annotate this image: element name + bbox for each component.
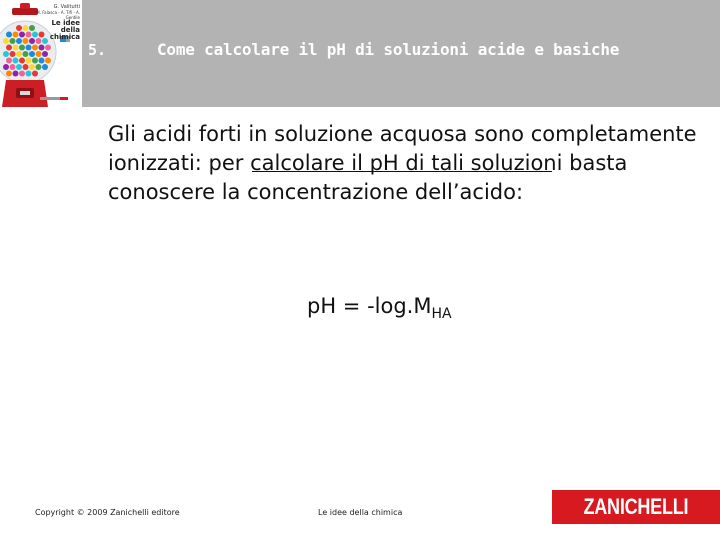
- gumball: [19, 58, 25, 64]
- gumball: [16, 25, 22, 31]
- gumball: [3, 51, 9, 57]
- gumball: [45, 58, 51, 64]
- body-paragraph: Gli acidi forti in soluzione acquosa sono completamente ionizzati: per calcolare il pH di tali soluzioni basta conoscere la concentrazione dell’acido:: [108, 122, 697, 204]
- gumball: [36, 51, 42, 57]
- zanichelli-logo: [552, 490, 720, 524]
- gumball: [16, 38, 22, 44]
- gumball: [19, 71, 25, 77]
- gumball: [29, 64, 35, 70]
- gumball: [10, 64, 16, 70]
- gumball: [19, 32, 25, 38]
- gumball: [26, 71, 32, 77]
- gumball: [23, 25, 29, 31]
- gumball: [3, 38, 9, 44]
- footer-copyright: Copyright © 2009 Zanichelli editore: [35, 508, 180, 517]
- gumball: [6, 71, 12, 77]
- gumball: [39, 45, 45, 51]
- formula-main: pH = -log.M: [307, 294, 432, 318]
- gumball: [23, 51, 29, 57]
- gumball: [23, 38, 29, 44]
- gumball: [6, 45, 12, 51]
- gumball: [19, 45, 25, 51]
- gumball: [10, 38, 16, 44]
- gumball: [29, 51, 35, 57]
- book-cover-thumbnail: [0, 0, 82, 107]
- footer-book-title: Le idee della chimica: [318, 508, 403, 517]
- gumball: [39, 58, 45, 64]
- gumball: [36, 64, 42, 70]
- gumball: [16, 64, 22, 70]
- section-number: 5.: [88, 41, 107, 59]
- gumball: [23, 64, 29, 70]
- strikethrough-line: [252, 171, 552, 172]
- cover-author-line1: G. Valitutti: [53, 4, 80, 10]
- ph-formula: [307, 294, 452, 322]
- gumball: [32, 71, 38, 77]
- cover-author-line2: M. Falasca - A. Tifi - A. Gentile: [36, 10, 80, 20]
- gumball: [32, 45, 38, 51]
- cover-title-line2: chimica: [49, 33, 80, 41]
- gumball: [13, 71, 19, 77]
- cover-title: [30, 4, 80, 41]
- gumball: [16, 51, 22, 57]
- gumball: [10, 51, 16, 57]
- gumball: [6, 32, 12, 38]
- gumball: [32, 58, 38, 64]
- gumball: [26, 45, 32, 51]
- gumball: [45, 45, 51, 51]
- gumball: [13, 58, 19, 64]
- gumball: [26, 58, 32, 64]
- gumball: [13, 45, 19, 51]
- slide-title: Come calcolare il pH di soluzioni acide e basiche: [157, 40, 620, 59]
- gumball: [13, 32, 19, 38]
- gumball: [3, 64, 9, 70]
- logo-text: ZANICHELLI: [583, 494, 689, 519]
- formula-subscript: HA: [431, 306, 452, 322]
- cover-title-line1: Le idee della: [51, 19, 80, 34]
- gumball: [42, 51, 48, 57]
- gumball: [42, 64, 48, 70]
- gumball: [6, 58, 12, 64]
